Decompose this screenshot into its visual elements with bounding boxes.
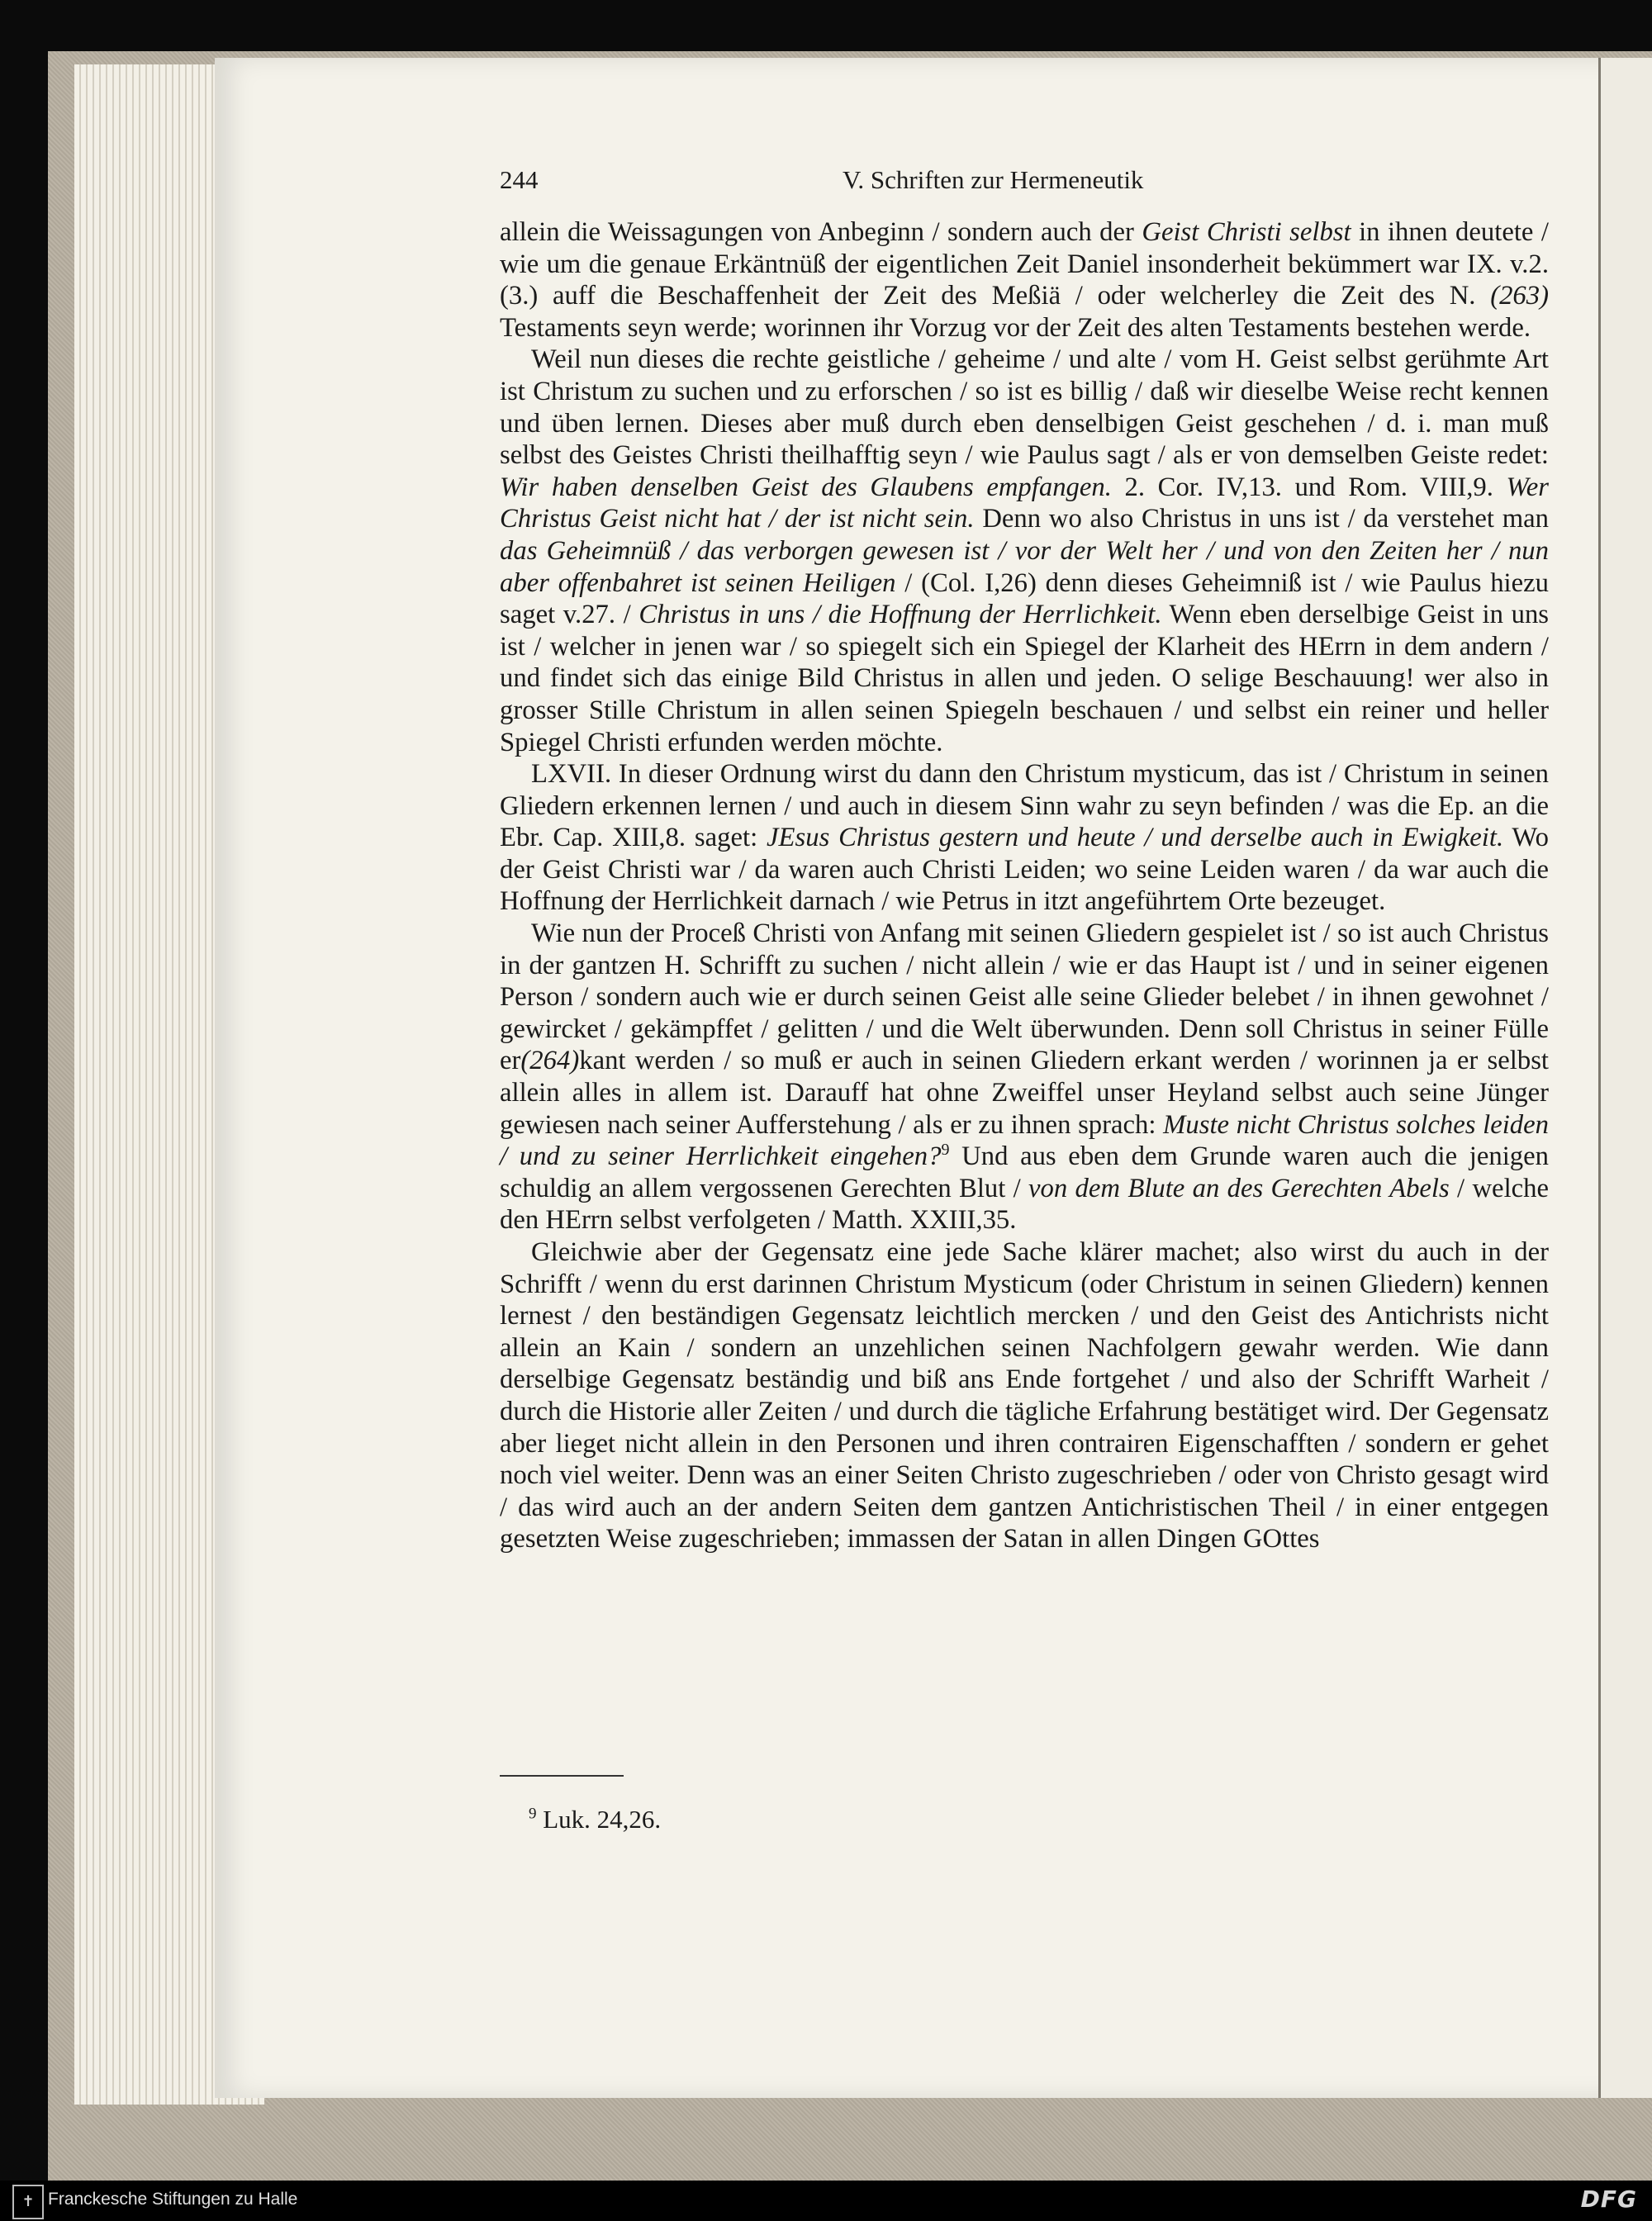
text-run: Und aus eben dem Grunde waren auch die jenigen schuldig an allem vergossenen Gerechten Blut /	[500, 1141, 1549, 1203]
page-number: 244	[500, 165, 539, 194]
italic-text: das Geheimnüß / das verborgen gewesen ist / vor der Welt her / und von den Zeiten her / nun aber offenbahret ist seinen Heiligen	[500, 535, 1549, 598]
italic-text: JEsus Christus gestern und heute / und derselbe auch in Ewigkeit.	[767, 823, 1504, 853]
italic-text: Wer Christus Geist nicht hat / der ist nicht sein.	[500, 472, 1549, 534]
dfg-logo: DFG	[1580, 2185, 1637, 2213]
text-run: Weil nun dieses die rechte geistliche / geheime / und alte / vom H. Geist selbst gerühmte Art ist Christum zu suchen und zu erforschen / so ist es billig / daß wir dieselbe Weise recht kennen und üben lernen. Dieses aber muß durch eben denselbigen Geist geschehen / d. i. man muß selbst des Geistes Christi theilhafftig seyn / wie Paulus sagt / als er von demselben Geiste redet:	[500, 344, 1549, 471]
italic-text: Christus in uns / die Hoffnung der Herrlichkeit.	[638, 600, 1162, 630]
page-content	[500, 165, 1549, 1555]
italic-text: von dem Blute an des Gerechten Abels	[1028, 1173, 1450, 1203]
paragraph	[500, 758, 1549, 918]
institution-logo-icon: ✝	[12, 2185, 44, 2219]
footnote-rule	[500, 1775, 624, 1777]
text-run: / (Col. I,26) denn dieses Geheimniß ist / wie Paulus hiezu saget v.27. /	[500, 567, 1549, 630]
text-run: kant werden / so muß er auch in seinen Gliedern erkant werden / worinnen ja er selbst allein alles in allem ist. Darauff hat ohne Zweiffel unser Heyland selbst auch seine Jünger gewiesen nach seiner Aufferstehung / als er zu ihnen sprach:	[500, 1046, 1549, 1140]
text-run: LXVII. In dieser Ordnung wirst du dann den Christum mysticum, das ist / Christum in seinen Gliedern erkennen lernen / und auch in diesem Sinn wahr zu seyn befinden / was die Ep. an die Ebr. Cap. XIII,8. saget:	[500, 759, 1549, 853]
italic-text: Wir haben denselben Geist des Glaubens empfangen.	[500, 472, 1112, 502]
footnote	[529, 1805, 661, 1834]
paragraph	[500, 344, 1549, 758]
paragraph	[500, 216, 1549, 344]
paragraph	[500, 1236, 1549, 1555]
footnote-reference: 9	[941, 1141, 950, 1160]
text-run: 2. Cor. IV,13. und Rom. VIII,9.	[1111, 472, 1507, 502]
paragraph	[500, 918, 1549, 1236]
viewer-footer	[0, 2181, 1652, 2221]
institution-name: Franckesche Stiftungen zu Halle	[48, 2190, 298, 2209]
running-head	[500, 165, 1549, 206]
footnote-marker: 9	[529, 1805, 537, 1823]
text-run: Denn wo also Christus in uns ist / da verstehet man	[974, 504, 1549, 534]
text-run: in ihnen deutete / wie um die genaue Erkäntnüß der eigentlichen Zeit Daniel insonderheit bekümmert war IX. v.2. (3.) auff die Beschaffenheit der Zeit des Meßiä / oder welcherley die Zeit des N.	[500, 217, 1549, 311]
italic-text: Muste nicht Christus solches leiden / und zu seiner Herrlichkeit eingehen?	[500, 1109, 1549, 1172]
body-text	[500, 216, 1549, 1555]
text-run: allein die Weissagungen von Anbeginn / sondern auch der	[500, 217, 1142, 247]
facing-page-edge	[1598, 58, 1652, 2098]
text-run: Wo der Geist Christi war / da waren auch Christi Leiden; wo seine Leiden waren / da war auch die Hoffnung der Herrlichkeit darnach / wie Petrus in itzt angeführtem Orte bezeuget.	[500, 823, 1549, 917]
italic-text: Geist Christi selbst	[1142, 217, 1351, 247]
text-run: Gleichwie aber der Gegensatz eine jede Sache klärer machet; also wirst du auch in der Schrifft / wenn du erst darinnen Christum Mysticum (oder Christum in seinen Gliedern) kennen lernest / den beständigen Gegensatz leichtlich mercken / und den Geist des Antichrists nicht allein an Kain / sondern an unzehlichen seinen Nachfolgern gewahr werden. Wie dann derselbige Gegensatz beständig und biß ans Ende fortgehet / und also der Schrifft Warheit / durch die Historie aller Zeiten / und durch die tägliche Erfahrung bestätiget wird. Der Gegensatz aber lieget nicht allein in den Personen und ihren contrairen Eigenschafften / sondern er gehet noch viel weiter. Denn was an einer Seiten Christo zugeschrieben / oder von Christo gesagt wird / das wird auch an der andern Seiten dem gantzen Antichristischen Theil / in einer entgegen gesetzten Weise zugeschrieben; immassen der Satan in allen Dingen GOttes	[500, 1237, 1549, 1554]
text-run: Testaments seyn werde; worinnen ihr Vorzug vor der Zeit des alten Testaments bestehen werde.	[500, 312, 1531, 343]
text-run: Wenn eben derselbige Geist in uns ist / welcher in jenen war / so spiegelt sich ein Spiegel der Klarheit des HErrn in dem andern / und findet sich das einige Bild Christus in allen und jeden. O selige Beschauung! wer also in grosser Stille Christum in allen seinen Spiegeln beschauen / und selbst ein reiner und heller Spiegel Christi erfunden werden möchte.	[500, 600, 1550, 757]
footnote-text: Luk. 24,26.	[536, 1805, 662, 1834]
italic-text: (263)	[1490, 281, 1549, 311]
italic-text: (264)	[520, 1046, 580, 1076]
text-run: Wie nun der Proceß Christi von Anfang mit seinen Gliedern gespielet ist / so ist auch Christus in der gantzen H. Schrifft zu suchen / nicht allein / wie er das Haupt ist / und in seiner eigenen Person / sondern auch wie er durch seinen Geist alle seine Glieder belebet / in ihnen gewohnet / gewircket / gekämpffet / gelitten / und die Welt überwunden. Denn soll Christus in seiner Fülle er	[500, 918, 1549, 1076]
text-run: / welche den HErrn selbst verfolgeten / Matth. XXIII,35.	[500, 1173, 1550, 1236]
running-title: V. Schriften zur Hermeneutik	[843, 165, 1144, 194]
